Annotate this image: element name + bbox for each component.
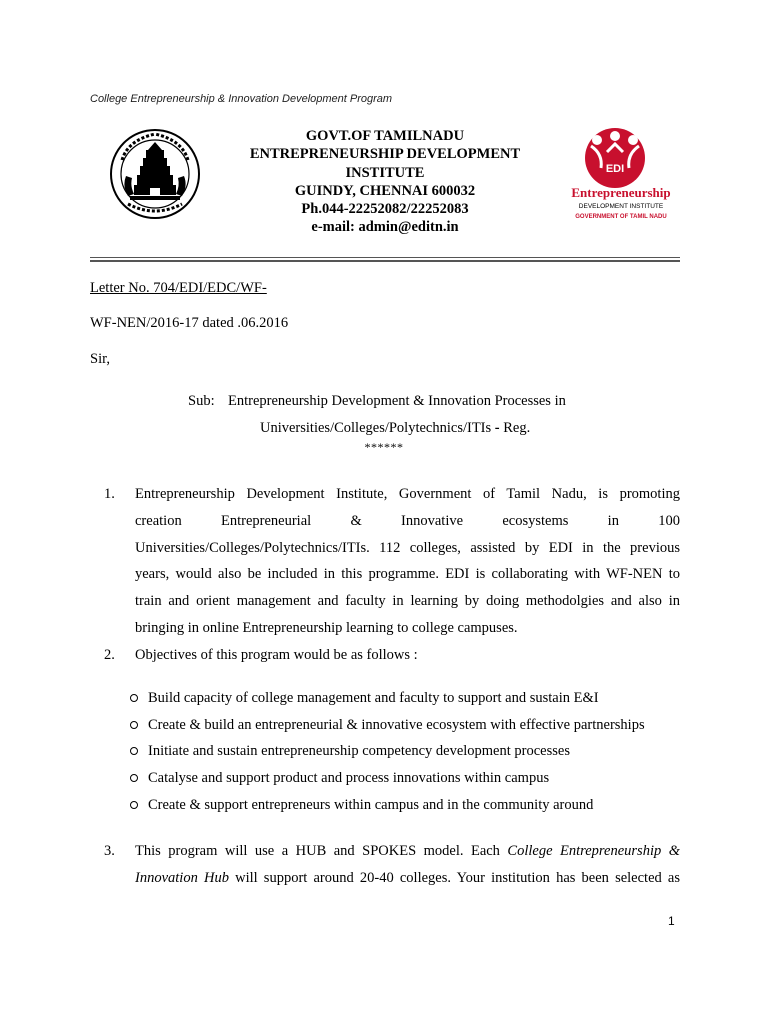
subject-line2: Universities/Colleges/Polytechnics/ITIs [260, 420, 495, 436]
paragraph-italic-text: College Entrepreneurship & [507, 843, 680, 859]
edi-logo [553, 124, 688, 224]
subject-reg: Reg. [499, 420, 531, 436]
letterhead [215, 127, 555, 237]
letter-number: Letter No. 704/EDI/EDC/WF- [90, 280, 267, 296]
subject-separator: ****** [364, 440, 404, 454]
list-item [128, 741, 688, 768]
letterhead-line: Ph.044-22252082/22252083 [301, 201, 469, 218]
bullet-circle-icon [130, 747, 138, 755]
letterhead-line: GOVT.OF TAMILNADU [305, 128, 465, 144]
paragraph-2 [90, 642, 680, 669]
subject-label: Sub: [188, 393, 215, 409]
list-item-text: Catalyse and support product and process innovations within campus [148, 770, 550, 787]
paragraph-line: Universities/Colleges/Polytechnics/ITIs. 112 colleges, assisted by EDI in the previous [135, 539, 680, 556]
letterhead-line: INSTITUTE [345, 164, 425, 181]
paragraph-line: Entrepreneurship Development Institute, Government of Tamil Nadu, is promoting [135, 486, 680, 502]
subject [188, 388, 566, 442]
list-item [128, 768, 688, 795]
letterhead-line: GUINDY, CHENNAI 600032 [294, 182, 476, 199]
salutation: Sir, [90, 351, 110, 367]
paragraph-line [135, 865, 680, 892]
list-item-text: Build capacity of college management and faculty to support and sustain E&I [148, 690, 599, 706]
paragraph-text: will support around 20-40 colleges. Your institution has been selected as [228, 869, 680, 886]
subject-dash: - [494, 420, 500, 436]
letterhead-line: e-mail: admin@editn.in [311, 219, 459, 236]
tamilnadu-emblem-icon [108, 124, 203, 224]
paragraph-number: 2. [104, 647, 115, 663]
edi-logo-name: Entrepreneurship [571, 185, 671, 200]
paragraph-text: This program will use a HUB and SPOKES model. Each [135, 843, 508, 859]
list-item-text: Create & support entrepreneurs within campus and in the community around [148, 796, 594, 813]
list-item [128, 715, 688, 742]
running-header: College Entrepreneurship & Innovation Development Program [90, 93, 393, 105]
paragraph-line: train and orient management and faculty in learning by doing methodolgies and also in [135, 593, 680, 610]
paragraph-text: Objectives of this program would be as follows : [135, 647, 418, 663]
paragraph-line: years, would also be included in this programme. EDI is collaborating with WF-NEN to [135, 566, 680, 583]
letterhead-rule-thin [90, 257, 680, 258]
subject-line1: Entrepreneurship Development & Innovation Processes in [228, 393, 566, 409]
page-number: 1 [668, 914, 675, 928]
letterhead-line: ENTREPRENEURSHIP DEVELOPMENT [249, 146, 521, 163]
paragraph-3 [90, 838, 680, 892]
list-item [128, 795, 688, 822]
list-item-text: Initiate and sustain entrepreneurship competency development processes [148, 743, 570, 760]
paragraph-1 [90, 481, 680, 642]
paragraph-number: 1. [104, 486, 115, 502]
edi-logo-sub2: GOVERNMENT OF TAMIL NADU [575, 214, 667, 220]
bullet-circle-icon [130, 801, 138, 809]
list-item-text: Create & build an entrepreneurial & innovative ecosystem with effective partnerships [148, 716, 645, 733]
paragraph-line [135, 838, 680, 865]
edi-badge-text: EDI [605, 163, 625, 175]
bullet-circle-icon [130, 774, 138, 782]
objectives-list [128, 688, 688, 821]
paragraph-line: creation Entrepreneurial & Innovative ecosystems in 100 [135, 512, 680, 529]
edi-logo-sub1: DEVELOPMENT INSTITUTE [578, 203, 664, 210]
paragraph-italic-text: Innovation Hub [135, 869, 229, 886]
paragraph-number: 3. [104, 843, 115, 859]
letter-ref-date: WF-NEN/2016-17 dated .06.2016 [90, 315, 289, 331]
bullet-circle-icon [130, 721, 138, 729]
letterhead-rule-thick [90, 260, 680, 262]
bullet-circle-icon [130, 694, 138, 702]
paragraph-line: bringing in online Entrepreneurship learning to college campuses. [135, 619, 518, 636]
list-item [128, 688, 688, 715]
